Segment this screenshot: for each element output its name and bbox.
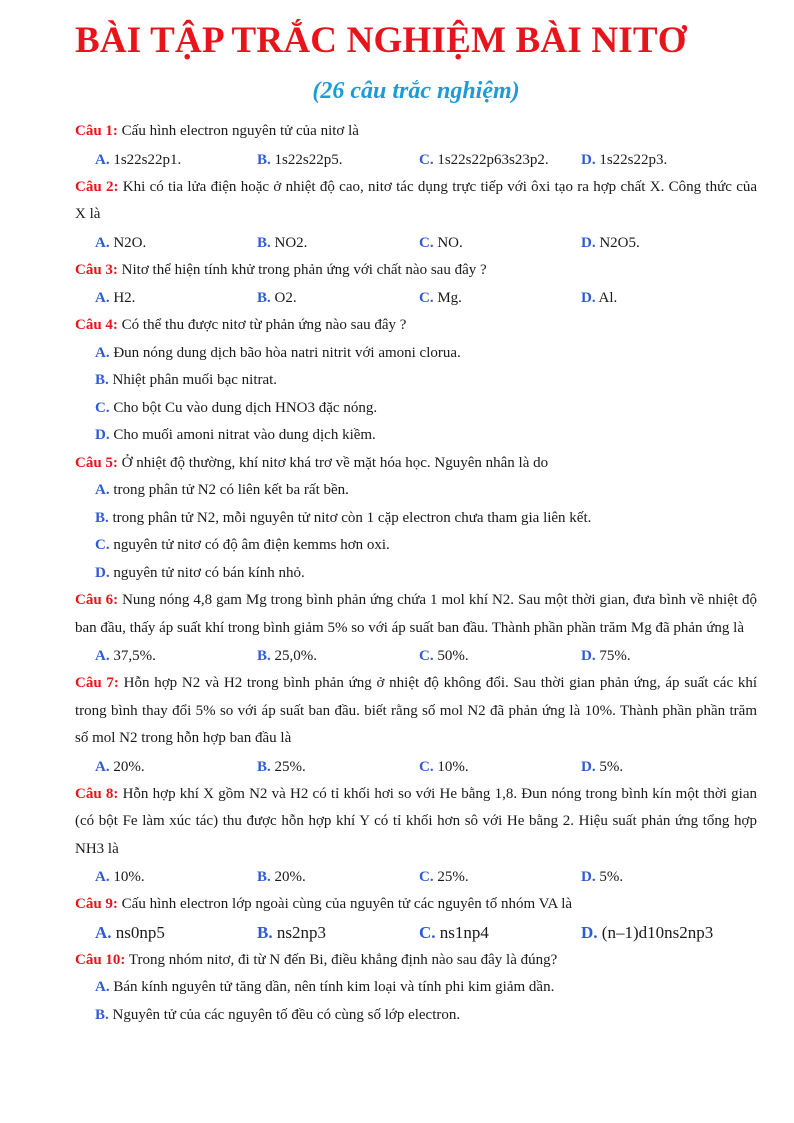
question-text: Nung nóng 4,8 gam Mg trong bình phản ứng chứa 1 mol khí N2. Sau một thời gian, đưa bình về nhiệt độ ban đầu, thấy áp suất khí trong bình giảm 5% so với áp suất ban đầu. Thành phần phần trăm Mg đã phản ứng là xyxy=(75,592,757,636)
option-letter: C. xyxy=(419,290,434,306)
option-b xyxy=(257,642,419,670)
options-row xyxy=(75,284,757,312)
options-row xyxy=(75,229,757,257)
option-letter: A. xyxy=(95,234,110,251)
option-text: trong phân tử N2, mỗi nguyên tử nitơ còn 1 cặp electron chưa tham gia liên kết. xyxy=(108,509,592,526)
option-text: nguyên tử nitơ có độ âm điện kemms hơn oxi. xyxy=(109,537,390,553)
question-7 xyxy=(75,670,757,753)
option-letter: D. xyxy=(581,922,598,942)
question-text: Cấu hình electron nguyên tử của nitơ là xyxy=(117,123,359,139)
option-d xyxy=(581,284,743,312)
option-d xyxy=(581,919,743,947)
option-text: 10%. xyxy=(433,758,469,775)
option-text: N2O. xyxy=(109,234,147,251)
option-text: 20%. xyxy=(109,758,145,775)
option-letter: B. xyxy=(257,922,273,942)
question-1 xyxy=(75,118,757,146)
option-text: NO2. xyxy=(270,234,308,251)
option-text: (n–1)d10ns2np3 xyxy=(597,922,714,942)
question-text: Hỗn hợp N2 và H2 trong bình phản ứng ở nhiệt độ không đổi. Sau thời gian phản ứng, áp suất các khí trong bình thay đổi 5% so với áp suất ban đầu. biết rằng số mol N2 đã phản ứng là 10%. Thành phần phần trăm số mol N2 trong hỗn hợp ban đầu là xyxy=(75,675,758,746)
option-letter: D. xyxy=(581,648,596,664)
option-letter: D. xyxy=(581,869,596,885)
option-letter: A. xyxy=(95,648,110,664)
option-b xyxy=(75,1002,757,1030)
question-10 xyxy=(75,947,757,975)
option-c xyxy=(419,284,581,312)
option-text: 37,5%. xyxy=(109,648,156,664)
option-d xyxy=(581,229,743,257)
option-text: H2. xyxy=(109,290,136,306)
document-page xyxy=(75,18,757,1029)
option-a xyxy=(75,340,757,368)
question-text: Nitơ thể hiện tính khử trong phản ứng với chất nào sau đây ? xyxy=(117,261,487,278)
option-text: ns2np3 xyxy=(272,922,326,942)
option-letter: B. xyxy=(257,758,271,775)
option-text: NO. xyxy=(433,234,463,251)
option-letter: D. xyxy=(581,234,596,251)
option-c xyxy=(419,642,581,670)
question-label: Câu 8: xyxy=(75,785,119,802)
option-text: ns1np4 xyxy=(435,922,489,942)
options-row xyxy=(75,753,757,781)
option-a xyxy=(95,919,257,947)
option-letter: D. xyxy=(95,427,110,443)
option-b xyxy=(75,505,757,533)
option-d xyxy=(581,863,743,891)
option-letter: D. xyxy=(581,151,596,168)
option-letter: B. xyxy=(257,234,271,251)
option-d xyxy=(581,642,743,670)
option-text: O2. xyxy=(270,290,297,306)
question-label: Câu 7: xyxy=(75,675,119,691)
question-4 xyxy=(75,312,757,340)
question-6 xyxy=(75,587,757,642)
option-text: Mg. xyxy=(433,290,462,306)
option-b xyxy=(257,863,419,891)
option-d xyxy=(75,422,757,450)
question-2 xyxy=(75,174,757,229)
option-a xyxy=(95,229,257,257)
option-letter: C. xyxy=(419,234,434,251)
option-letter: C. xyxy=(95,399,110,416)
question-3 xyxy=(75,257,757,285)
option-text: Cho bột Cu vào dung dịch HNO3 đặc nóng. xyxy=(109,399,378,416)
option-letter: B. xyxy=(95,372,109,388)
option-letter: B. xyxy=(257,648,271,664)
options-row xyxy=(75,146,757,174)
question-label: Câu 1: xyxy=(75,123,118,139)
option-letter: A. xyxy=(95,979,110,995)
option-letter: B. xyxy=(95,509,109,526)
option-letter: B. xyxy=(257,869,271,885)
option-text: Nguyên tử của các nguyên tố đều có cùng số lớp electron. xyxy=(108,1006,461,1023)
option-text: Nhiệt phân muối bạc nitrat. xyxy=(108,372,278,388)
option-d xyxy=(581,146,743,174)
option-a xyxy=(95,284,257,312)
option-letter: A. xyxy=(95,482,110,498)
question-label: Câu 5: xyxy=(75,454,118,471)
option-a xyxy=(95,146,257,174)
option-text: 10%. xyxy=(109,869,145,885)
option-letter: C. xyxy=(419,869,434,885)
question-label: Câu 9: xyxy=(75,896,118,912)
option-c xyxy=(419,863,581,891)
option-letter: C. xyxy=(419,151,434,168)
option-c xyxy=(419,229,581,257)
question-text: Trong nhóm nitơ, đi từ N đến Bi, điều khẳng định nào sau đây là đúng? xyxy=(125,951,558,968)
option-text: N2O5. xyxy=(595,234,640,251)
page-subtitle: (26 câu trắc nghiệm) xyxy=(312,78,520,104)
option-text: 1s22s22p3. xyxy=(595,151,668,168)
option-c xyxy=(419,919,581,947)
option-letter: A. xyxy=(95,344,110,361)
option-d xyxy=(75,560,757,588)
option-letter: C. xyxy=(419,758,434,775)
options-row xyxy=(75,919,757,947)
option-text: Al. xyxy=(595,290,618,306)
option-b xyxy=(257,284,419,312)
option-b xyxy=(257,753,419,781)
options-row xyxy=(75,642,757,670)
option-letter: B. xyxy=(257,290,271,306)
question-5 xyxy=(75,450,757,478)
option-text: ns0np5 xyxy=(111,922,165,942)
option-a xyxy=(95,753,257,781)
option-letter: D. xyxy=(95,564,110,581)
option-letter: A. xyxy=(95,758,110,775)
option-text: 1s22s22p63s23p2. xyxy=(433,151,549,168)
option-text: 1s22s22p5. xyxy=(270,151,343,168)
option-text: 5%. xyxy=(595,758,624,775)
option-letter: B. xyxy=(257,151,271,168)
question-label: Câu 6: xyxy=(75,592,119,608)
option-c xyxy=(419,753,581,781)
question-label: Câu 3: xyxy=(75,261,118,278)
options-row xyxy=(75,863,757,891)
option-text: 20%. xyxy=(270,869,306,885)
question-8 xyxy=(75,781,757,864)
option-b xyxy=(257,229,419,257)
option-c xyxy=(419,146,581,174)
option-letter: C. xyxy=(419,922,436,942)
option-text: 25,0%. xyxy=(270,648,318,664)
question-list xyxy=(75,118,757,1029)
option-letter: C. xyxy=(95,537,110,553)
option-d xyxy=(581,753,743,781)
option-letter: A. xyxy=(95,290,110,306)
option-text: 50%. xyxy=(433,648,469,664)
option-text: Cho muối amoni nitrat vào dung dịch kiềm. xyxy=(109,427,376,443)
option-letter: A. xyxy=(95,922,112,942)
question-9 xyxy=(75,891,757,919)
option-text: 1s22s22p1. xyxy=(109,151,182,168)
option-letter: B. xyxy=(95,1006,109,1023)
option-a xyxy=(75,477,757,505)
option-letter: A. xyxy=(95,869,110,885)
question-label: Câu 2: xyxy=(75,178,119,195)
option-b xyxy=(257,919,419,947)
option-a xyxy=(75,974,757,1002)
option-letter: A. xyxy=(95,151,110,168)
option-text: 25%. xyxy=(270,758,306,775)
option-a xyxy=(95,863,257,891)
option-letter: D. xyxy=(581,758,596,775)
option-b xyxy=(257,146,419,174)
question-text: Cấu hình electron lớp ngoài cùng của nguyên tử các nguyên tố nhóm VA là xyxy=(117,896,573,912)
question-text: Có thể thu được nitơ từ phản ứng nào sau đây ? xyxy=(117,317,407,333)
option-text: 75%. xyxy=(595,648,631,664)
option-text: Đun nóng dung dịch bão hòa natri nitrit với amoni clorua. xyxy=(109,344,461,361)
option-a xyxy=(95,642,257,670)
option-letter: D. xyxy=(581,290,596,306)
question-text: Hỗn hợp khí X gồm N2 và H2 có tỉ khối hơi so với He bằng 1,8. Đun nóng trong bình kín một thời gian (có bột Fe làm xúc tác) thu được hỗn hợp khí Y có tỉ khối hơn sô với He bằng 2. Hiệu suất phản ứng tổng hợp NH3 là xyxy=(75,785,758,857)
option-text: nguyên tử nitơ có bán kính nhỏ. xyxy=(109,564,305,581)
option-c xyxy=(75,532,757,560)
option-text: 5%. xyxy=(595,869,624,885)
option-text: 25%. xyxy=(433,869,469,885)
option-letter: C. xyxy=(419,648,434,664)
option-text: Bán kính nguyên tử tăng dần, nên tính kim loại và tính phi kim giảm dần. xyxy=(109,979,555,995)
option-text: trong phân tử N2 có liên kết ba rất bền. xyxy=(109,482,349,498)
option-b xyxy=(75,367,757,395)
page-title: BÀI TẬP TRẮC NGHIỆM BÀI NITƠ xyxy=(75,20,687,61)
question-label: Câu 10: xyxy=(75,951,126,968)
question-text: Khi có tia lửa điện hoặc ở nhiệt độ cao, nitơ tác dụng trực tiếp với ôxi tạo ra hợp chất X. Công thức của X là xyxy=(75,178,758,222)
question-text: Ở nhiệt độ thường, khí nitơ khá trơ về mặt hóa học. Nguyên nhân là do xyxy=(117,454,549,471)
option-c xyxy=(75,395,757,423)
question-label: Câu 4: xyxy=(75,317,118,333)
